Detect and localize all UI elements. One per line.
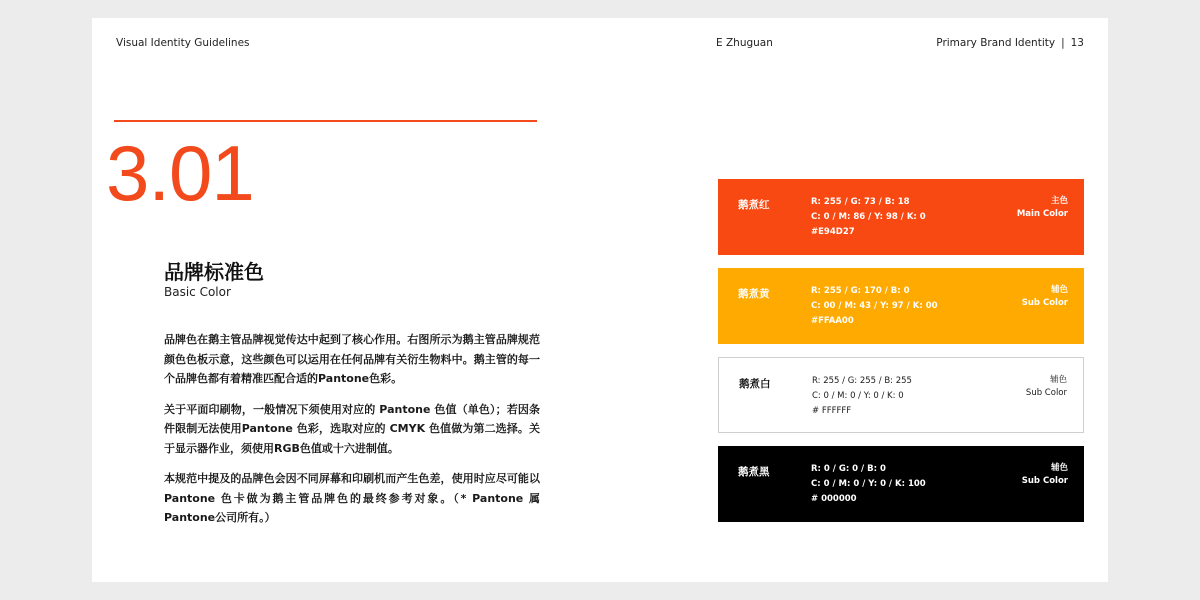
swatch-hex: #E94D27 <box>811 227 855 237</box>
swatch-role-cn: 辅色 <box>1050 463 1068 473</box>
swatch-rgb: R: 255 / G: 170 / B: 0 <box>811 286 910 296</box>
section-indicator <box>936 37 1084 49</box>
swatch-rgb: R: 0 / G: 0 / B: 0 <box>811 464 886 474</box>
section-title-en: Basic Color <box>164 285 231 299</box>
swatch-role-en: Sub Color <box>1021 476 1068 486</box>
swatch-role-cn: 主色 <box>1050 196 1068 206</box>
swatch-hex: # 000000 <box>811 494 857 504</box>
swatch-cmyk: C: 0 / M: 86 / Y: 98 / K: 0 <box>811 212 926 222</box>
paragraph: 品牌色在鹅主管品牌视觉传达中起到了核心作用。右图所示为鹅主管品牌规范颜色色板示意，这些颜色可以运用在任何品牌有关衍生物料中。鹅主管的每一个品牌色都有着精准匹配合适的Pantone色彩。 <box>164 333 540 385</box>
brand-name: E Zhuguan <box>716 37 773 49</box>
swatch-values <box>811 284 938 329</box>
section-title-cn: 品牌标准色 <box>164 260 264 284</box>
section-number: 3.01 <box>106 129 254 217</box>
swatch-role-cn: 辅色 <box>1049 375 1067 385</box>
section-name: Primary Brand Identity <box>936 37 1056 49</box>
color-swatch-yellow <box>718 268 1084 344</box>
color-swatch-red <box>718 179 1084 255</box>
paragraph: 本规范中提及的品牌色会因不同屏幕和印刷机而产生色差，使用时应尽可能以 Pantone 色卡做为鹅主管品牌色的最终参考对象。（* Pantone 属Pantone公司所有。） <box>164 472 540 524</box>
swatch-role <box>1017 195 1068 221</box>
paragraph: 关于平面印刷物，一般情况下须使用对应的 Pantone 色值（单色）；若因条件限制无法使用Pantone 色彩，选取对应的 CMYK 色值做为第二选择。关于显示器作业，须使用RGB色值或十六进制值。 <box>164 402 540 455</box>
page-number: 13 <box>1070 37 1084 49</box>
color-swatch-white <box>718 357 1084 433</box>
section-divider <box>114 120 537 122</box>
body-text <box>164 330 540 539</box>
swatch-hex: #FFAA00 <box>811 316 854 326</box>
swatch-name: 鹅煮黄 <box>738 288 770 300</box>
swatch-cmyk: C: 0 / M: 0 / Y: 0 / K: 0 <box>812 391 904 401</box>
swatch-values <box>811 195 926 240</box>
swatch-values <box>812 374 912 419</box>
swatch-rgb: R: 255 / G: 73 / B: 18 <box>811 197 910 207</box>
swatch-values <box>811 462 926 507</box>
document-title: Visual Identity Guidelines <box>116 37 250 49</box>
swatch-cmyk: C: 00 / M: 43 / Y: 97 / K: 00 <box>811 301 938 311</box>
swatch-cmyk: C: 0 / M: 0 / Y: 0 / K: 100 <box>811 479 926 489</box>
guideline-page <box>92 18 1108 582</box>
swatch-role <box>1026 374 1067 400</box>
swatch-role-en: Sub Color <box>1021 298 1068 308</box>
swatch-role <box>1022 284 1068 310</box>
swatch-role-cn: 辅色 <box>1050 285 1068 295</box>
swatch-name: 鹅煮白 <box>739 378 771 390</box>
header-separator: | <box>1061 37 1065 49</box>
swatch-name: 鹅煮红 <box>738 199 770 211</box>
swatch-role-en: Sub Color <box>1025 388 1067 398</box>
swatch-rgb: R: 255 / G: 255 / B: 255 <box>812 376 912 386</box>
swatch-role-en: Main Color <box>1016 209 1068 219</box>
swatch-name: 鹅煮黑 <box>738 466 770 478</box>
color-swatch-black <box>718 446 1084 522</box>
swatch-hex: # FFFFFF <box>812 406 852 416</box>
swatch-role <box>1022 462 1068 488</box>
